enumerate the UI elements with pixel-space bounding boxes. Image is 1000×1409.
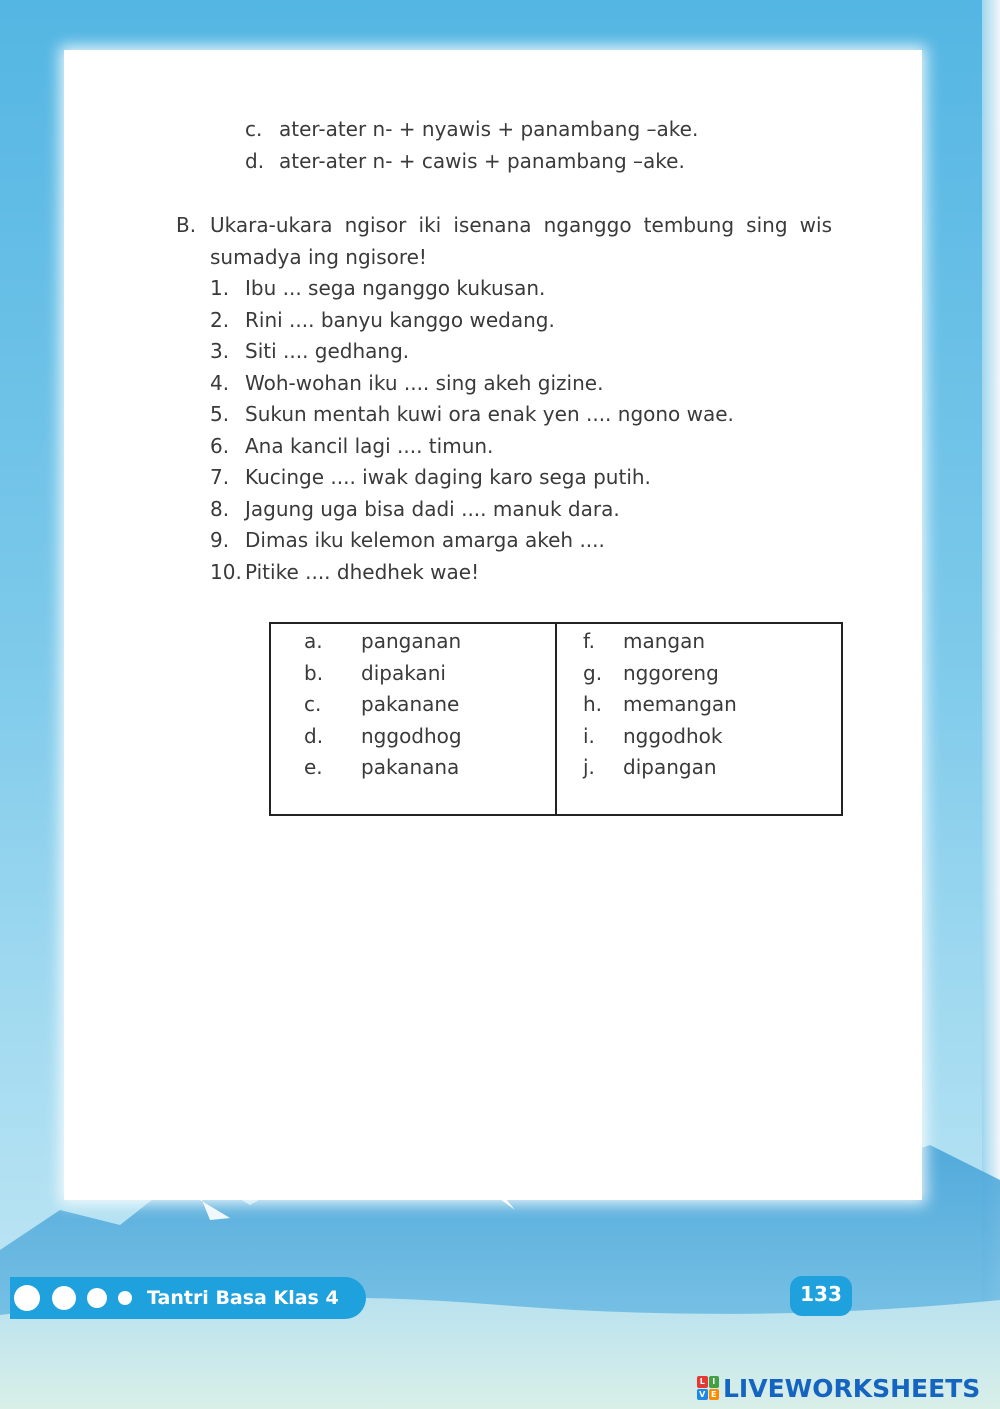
question-text: Dimas iku kelemon amarga akeh .... [245, 528, 605, 552]
option-letter: c. [245, 117, 263, 141]
answer-letter: e. [304, 755, 323, 779]
question-text: Sukun mentah kuwi ora enak yen .... ngono wae. [245, 402, 734, 426]
answer-word: dipangan [623, 755, 717, 779]
instruction-line-1: Ukara-ukara ngisor iki isenana nganggo tembung sing wis [210, 213, 832, 237]
answer-letter: a. [304, 629, 323, 653]
question-text: Ibu ... sega nganggo kukusan. [245, 276, 546, 300]
answer-word: pakanana [361, 755, 460, 779]
answer-letter: g. [583, 660, 603, 685]
question-number: 4. [210, 370, 230, 395]
question-number: 9. [210, 528, 230, 552]
answer-option [557, 658, 841, 690]
logo-tile: L [697, 1376, 708, 1388]
answer-word: nggodhok [623, 723, 723, 748]
question-number: 8. [210, 496, 230, 521]
answer-letter: b. [304, 660, 324, 685]
answer-word: panganan [361, 629, 462, 653]
decorative-dot-icon [14, 1285, 40, 1311]
answer-option [271, 689, 555, 721]
question-item [210, 336, 734, 368]
question-text: Woh-wohan iku .... sing akeh gizine. [245, 370, 604, 395]
option-c-line [245, 114, 698, 146]
logo-tile: V [697, 1389, 708, 1401]
answer-column-right [557, 624, 841, 814]
answer-option [557, 626, 841, 658]
answer-options-box [269, 622, 843, 816]
decorative-dot-icon [87, 1288, 107, 1308]
answer-letter: f. [583, 629, 595, 653]
option-text: ater-ater n- + nyawis + panambang –ake. [279, 117, 699, 141]
answer-letter: j. [583, 755, 595, 779]
section-letter: B. [176, 213, 197, 237]
question-item [210, 273, 734, 305]
answer-letter: d. [304, 723, 324, 748]
question-text: Pitike .... dhedhek wae! [245, 559, 480, 584]
answer-word: nggoreng [623, 660, 719, 685]
answer-option [271, 752, 555, 784]
question-number: 7. [210, 465, 230, 489]
answer-word: nggodhog [361, 723, 462, 748]
answer-word: memangan [623, 692, 737, 716]
option-text: ater-ater n- + cawis + panambang –ake. [279, 149, 685, 173]
answer-letter: h. [583, 692, 603, 716]
question-number: 2. [210, 307, 230, 332]
decorative-dot-icon [118, 1291, 132, 1305]
decorative-dot-icon [52, 1286, 76, 1310]
question-text: Rini .... banyu kanggo wedang. [245, 307, 555, 332]
answer-option [557, 721, 841, 753]
answer-word: dipakani [361, 660, 446, 685]
question-item [210, 462, 734, 494]
question-text: Siti .... gedhang. [245, 339, 410, 363]
logo-tile: I [709, 1376, 720, 1388]
question-number: 10. [210, 559, 242, 584]
question-text: Jagung uga bisa dadi .... manuk dara. [245, 496, 620, 521]
footer-book-banner [10, 1277, 366, 1319]
question-number: 1. [210, 276, 230, 300]
question-item [210, 399, 734, 431]
question-number: 3. [210, 339, 230, 363]
question-item [210, 431, 734, 463]
question-number: 5. [210, 402, 230, 426]
answer-option [557, 689, 841, 721]
liveworksheets-watermark [697, 1371, 980, 1405]
question-item [210, 368, 734, 400]
option-d-line [245, 146, 685, 178]
answer-column-left [271, 624, 557, 814]
question-item [210, 557, 734, 589]
answer-option [557, 752, 841, 784]
answer-option [271, 721, 555, 753]
question-item [210, 494, 734, 526]
instruction-line-2: sumadya ing ngisore! [210, 244, 427, 269]
answer-option [271, 626, 555, 658]
answer-option [271, 658, 555, 690]
answer-letter: i. [583, 723, 595, 748]
page-number: 133 [790, 1276, 852, 1316]
liveworksheets-logo-icon [697, 1376, 719, 1400]
question-list [210, 273, 734, 588]
question-text: Kucinge .... iwak daging karo sega putih. [245, 465, 651, 489]
brand-text: LIVEWORKSHEETS [723, 1373, 981, 1403]
question-item [210, 525, 734, 557]
book-title: Tantri Basa Klas 4 [147, 1287, 339, 1309]
answer-letter: c. [304, 692, 322, 716]
answer-word: mangan [623, 629, 706, 653]
question-number: 6. [210, 433, 230, 458]
question-item [210, 305, 734, 337]
logo-tile: E [709, 1389, 720, 1401]
question-text: Ana kancil lagi .... timun. [245, 433, 494, 458]
option-letter: d. [245, 149, 265, 173]
answer-word: pakanane [361, 692, 460, 716]
